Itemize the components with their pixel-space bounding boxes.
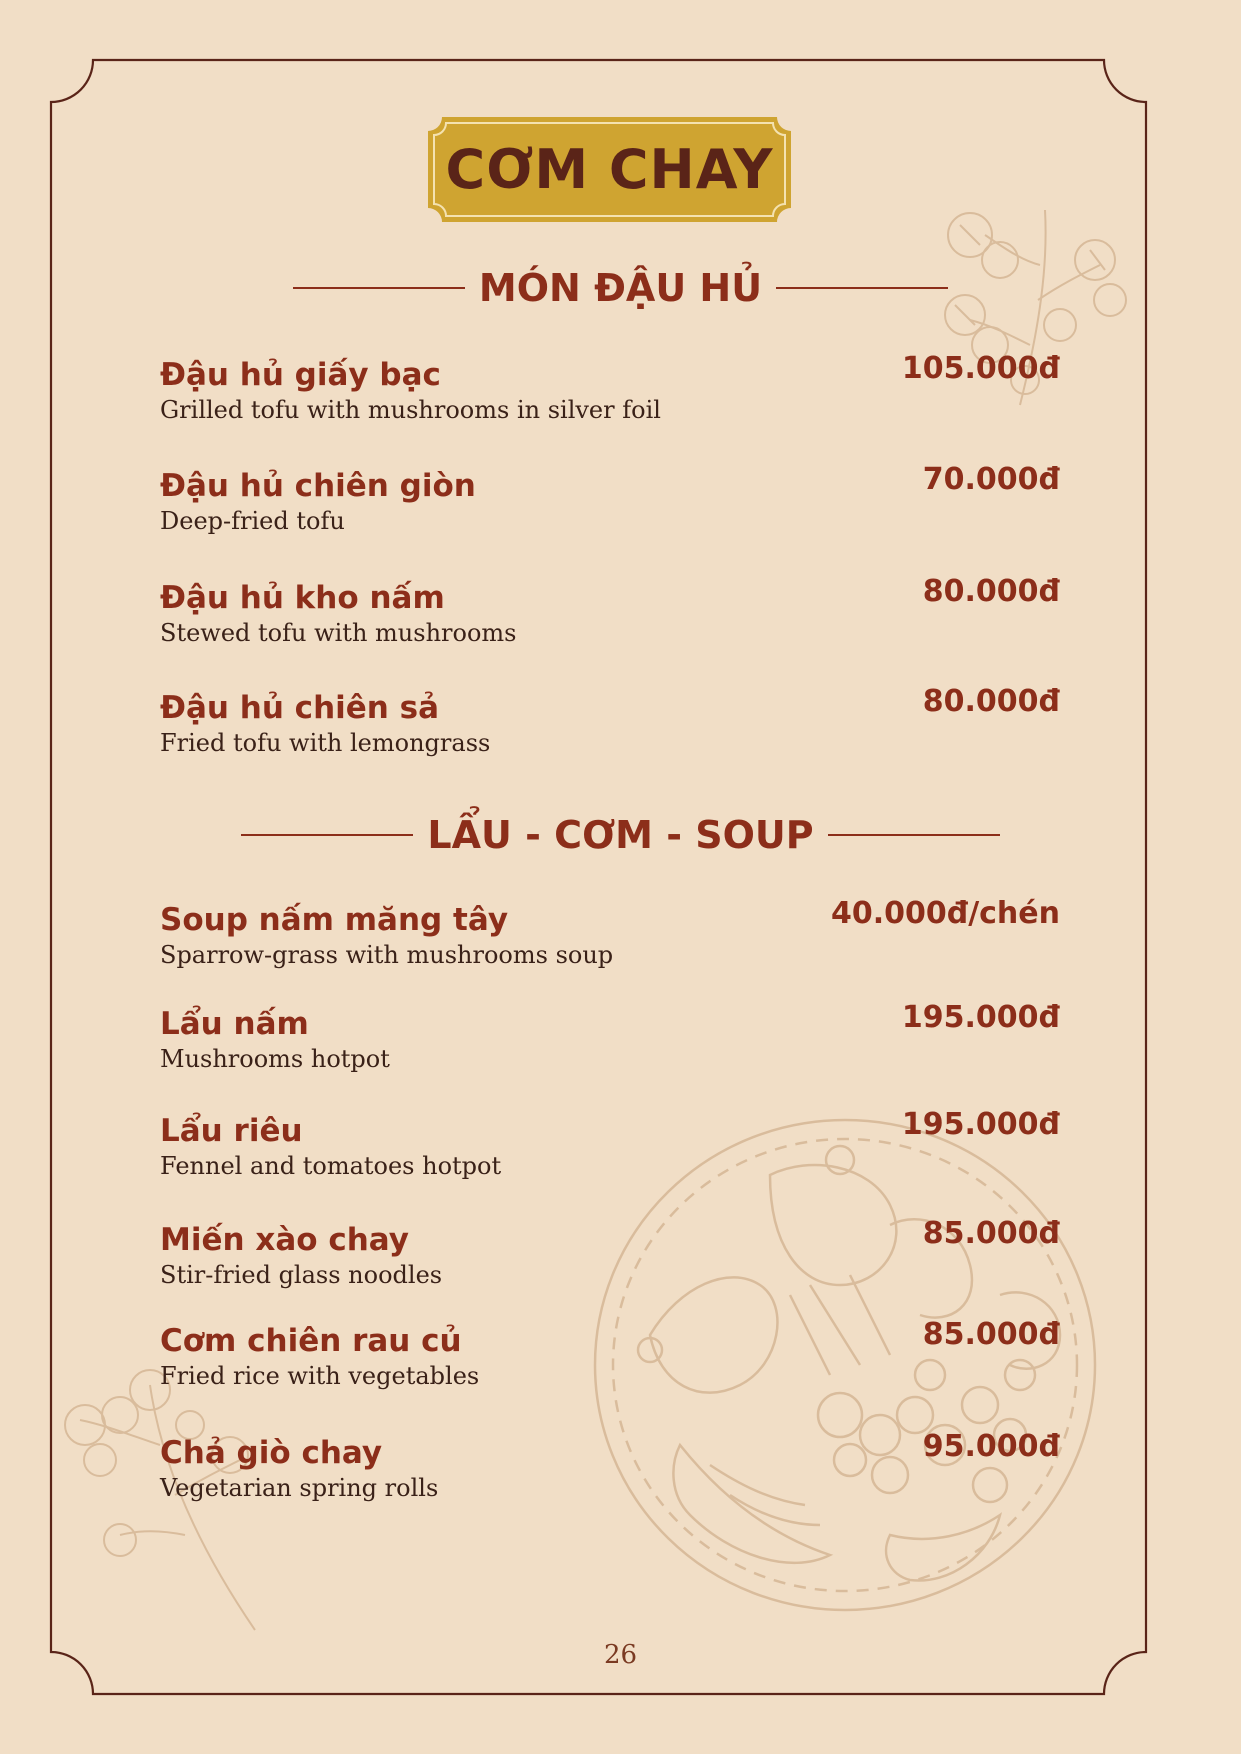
heading-rule-left — [241, 834, 413, 836]
menu-item — [160, 1107, 1060, 1181]
section-heading-tofu — [0, 258, 1241, 318]
item-name: Đậu hủ kho nấm — [160, 580, 445, 616]
item-price: 80.000đ — [922, 684, 1060, 719]
item-description: Fennel and tomatoes hotpot — [160, 1152, 502, 1180]
item-name: Đậu hủ chiên giòn — [160, 468, 476, 504]
heading-rule-right — [828, 834, 1000, 836]
item-price: 95.000đ — [922, 1429, 1060, 1464]
item-description: Sparrow-grass with mushrooms soup — [160, 941, 614, 969]
item-description: Fried rice with vegetables — [160, 1362, 480, 1390]
section-title: LẨU - CƠM - SOUP — [427, 813, 814, 857]
item-price: 85.000đ — [922, 1317, 1060, 1352]
item-name: Soup nấm măng tây — [160, 902, 509, 938]
item-price: 195.000đ — [901, 1107, 1060, 1142]
item-price: 80.000đ — [922, 574, 1060, 609]
item-name: Lẩu nấm — [160, 1006, 309, 1042]
item-name: Đậu hủ giấy bạc — [160, 357, 441, 393]
item-name: Chả giò chay — [160, 1435, 383, 1471]
item-price: 85.000đ — [922, 1216, 1060, 1251]
menu-item — [160, 684, 1060, 758]
menu-item — [160, 896, 1060, 970]
menu-item — [160, 1000, 1060, 1074]
item-name: Cơm chiên rau củ — [160, 1323, 462, 1359]
section-title: MÓN ĐẬU HỦ — [478, 266, 763, 310]
item-description: Mushrooms hotpot — [160, 1045, 390, 1073]
section-heading-hotpot — [0, 805, 1241, 865]
item-description: Stir-fried glass noodles — [160, 1261, 443, 1289]
item-name: Lẩu riêu — [160, 1113, 303, 1149]
menu-item — [160, 1429, 1060, 1503]
item-name: Miến xào chay — [160, 1222, 409, 1258]
item-description: Vegetarian spring rolls — [160, 1474, 439, 1502]
item-description: Grilled tofu with mushrooms in silver foil — [160, 396, 661, 424]
menu-item — [160, 1216, 1060, 1290]
item-price: 105.000đ — [901, 351, 1060, 386]
item-name: Đậu hủ chiên sả — [160, 690, 440, 726]
heading-rule-right — [776, 287, 948, 289]
menu-item — [160, 574, 1060, 648]
heading-rule-left — [293, 287, 465, 289]
item-price: 70.000đ — [922, 462, 1060, 497]
menu-item — [160, 351, 1060, 425]
page-number: 26 — [603, 1640, 638, 1670]
menu-title: CƠM CHAY — [445, 138, 774, 201]
item-description: Stewed tofu with mushrooms — [160, 619, 517, 647]
menu-title-badge — [428, 117, 791, 222]
menu-item — [160, 462, 1060, 536]
item-description: Fried tofu with lemongrass — [160, 729, 491, 757]
item-description: Deep-fried tofu — [160, 507, 345, 535]
item-price: 195.000đ — [901, 1000, 1060, 1035]
item-price: 40.000đ/chén — [830, 896, 1060, 931]
menu-item — [160, 1317, 1060, 1391]
